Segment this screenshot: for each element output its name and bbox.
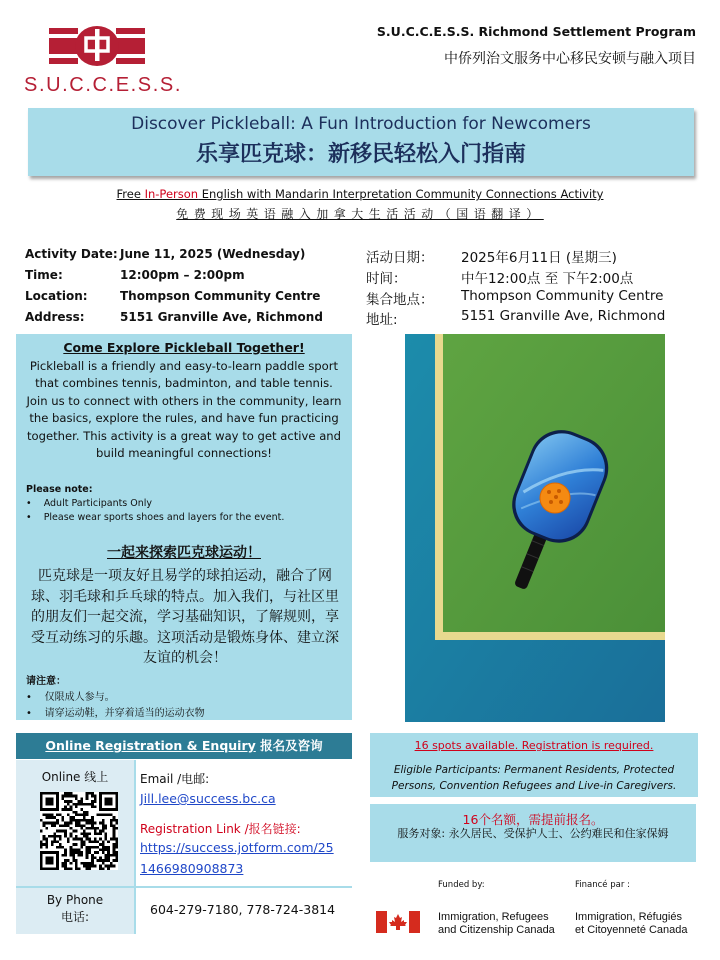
spots-title: 16 spots available. Registration is required.	[414, 739, 654, 752]
program-name-zh: 中侨列治文服务中心移民安顿与融入项目	[444, 51, 696, 67]
note-item-zh: • 请穿运动鞋，并穿着适当的运动衣物	[26, 708, 205, 719]
ircc-en-line: Immigration, Refugees	[438, 911, 549, 923]
ircc-en-line: and Citizenship Canada	[438, 924, 555, 936]
registration-link[interactable]: 1466980908873	[140, 861, 244, 876]
detail-zh-value-time: 中午12:00点 至 下午2:00点	[461, 271, 634, 287]
note-title-zh: 请注意：	[26, 676, 66, 687]
qr-code[interactable]	[40, 792, 118, 870]
detail-zh-label-date: 活动日期：	[366, 250, 434, 266]
phone-label	[16, 892, 134, 926]
detail-value-address: 5151 Granville Ave, Richmond	[120, 310, 323, 324]
spots-title-zh: 16个名额，需提前报名。	[462, 812, 604, 827]
detail-zh-label-time: 时间：	[366, 271, 407, 287]
registration-header-zh: 报名及咨询	[255, 738, 323, 753]
email-label: Email /电邮:	[140, 772, 210, 786]
subtitle-zh: 免费现场英语融入加拿大生活活动（国语翻译）	[176, 207, 544, 221]
canada-flag-icon	[376, 911, 420, 933]
spots-box-zh	[370, 804, 696, 862]
explore-title-zh: 一起来探索匹克球运动！	[107, 545, 261, 561]
detail-zh-value-date: 2025年6月11日 (星期三)	[461, 250, 617, 266]
phone-label-zh: 电话:	[60, 910, 90, 924]
registration-header-en: Online Registration & Enquiry	[45, 738, 256, 753]
eligible-participants: Eligible Participants: Permanent Residents, Protected Persons, Convention Refugees and Live-in Caregivers.	[391, 764, 677, 792]
detail-value-location: Thompson Community Centre	[120, 289, 321, 303]
note-text-zh: 仅限成人参与。	[44, 692, 115, 703]
detail-value-date: June 11, 2025 (Wednesday)	[120, 247, 306, 261]
explore-body: Pickleball is a friendly and easy-to-learn paddle sport that combines tennis, badminton, and table tennis. Join us to connect with others in the community, learn the basics, explore the rules, and have fun practicing together. This activity is a great way to get active and build meaningful connections!	[26, 359, 342, 461]
phone-label-en: By Phone	[46, 893, 104, 907]
note-item-zh: • 仅限成人参与。	[26, 692, 115, 703]
detail-label-location: Location:	[25, 289, 88, 303]
ircc-fr-line: Immigration, Réfugiés	[575, 911, 682, 923]
phone-number[interactable]: 604-279-7180, 778-724-3814	[150, 902, 336, 917]
registration-header	[16, 733, 352, 759]
registration-link-label: Registration Link /报名链接:	[140, 822, 301, 836]
phone-value-cell	[136, 888, 352, 934]
detail-zh-value-location: Thompson Community Centre	[461, 288, 664, 304]
explore-body-zh: 匹克球是一项友好且易学的球拍运动，融合了网球、羽毛球和乒乓球的特点。加入我们，与社区里的朋友们一起交流，学习基础知识，了解规则，享受互动练习的乐趣。这项活动是锻炼身体、建立深友谊的机会！	[31, 568, 339, 666]
title-zh: 乐享匹克球：新移民轻松入门指南	[195, 142, 526, 167]
spots-box	[370, 733, 698, 797]
detail-value-time: 12:00pm – 2:00pm	[120, 268, 245, 282]
eligible-participants-zh: 服务对象: 永久居民、受保护人士、公约难民和住家保姆	[397, 827, 669, 840]
detail-label-address: Address:	[25, 310, 85, 324]
explore-box	[16, 334, 352, 720]
phone-cell	[16, 888, 134, 934]
detail-zh-value-address: 5151 Granville Ave, Richmond	[461, 308, 666, 324]
title-en: Discover Pickleball: A Fun Introduction for Newcomers	[131, 114, 591, 134]
note-item: • Adult Participants Only	[26, 498, 153, 509]
detail-label-date: Activity Date:	[25, 247, 118, 261]
note-text: Adult Participants Only	[43, 498, 153, 509]
ircc-en	[438, 911, 555, 937]
logo-text: S.U.C.C.E.S.S.	[24, 74, 182, 96]
detail-zh-label-address: 地址:	[366, 312, 398, 328]
explore-title: Come Explore Pickleball Together!	[63, 340, 305, 355]
detail-label-time: Time:	[25, 268, 63, 282]
email-link[interactable]: Jill.lee@success.bc.ca	[140, 791, 276, 806]
contact-cell	[136, 760, 352, 886]
finance-par-label: Financé par :	[575, 880, 630, 890]
title-banner	[28, 108, 694, 176]
program-name-en: S.U.C.C.E.S.S. Richmond Settlement Program	[376, 24, 696, 39]
pickleball-court-photo	[405, 334, 665, 722]
registration-link[interactable]: https://success.jotform.com/25	[140, 840, 334, 855]
note-title: Please note:	[26, 484, 93, 495]
ircc-fr-line: et Citoyenneté Canada	[575, 924, 688, 936]
note-item: • Please wear sports shoes and layers for the event.	[26, 512, 285, 523]
subtitle-en	[0, 187, 720, 201]
funded-by-label: Funded by:	[438, 880, 485, 890]
note-text: Please wear sports shoes and layers for the event.	[43, 512, 285, 523]
subtitle-rest: English with Mandarin Interpretation Community Connections Activity	[198, 187, 604, 201]
subtitle-prefix: Free	[116, 187, 145, 201]
online-label: Online 线上	[41, 770, 109, 784]
ircc-fr	[575, 911, 688, 937]
subtitle-highlight: In-Person	[144, 187, 199, 201]
online-cell	[16, 760, 134, 886]
detail-zh-label-location: 集合地点：	[366, 292, 434, 308]
note-text-zh: 请穿运动鞋，并穿着适当的运动衣物	[44, 708, 205, 719]
registration-table	[16, 760, 352, 934]
